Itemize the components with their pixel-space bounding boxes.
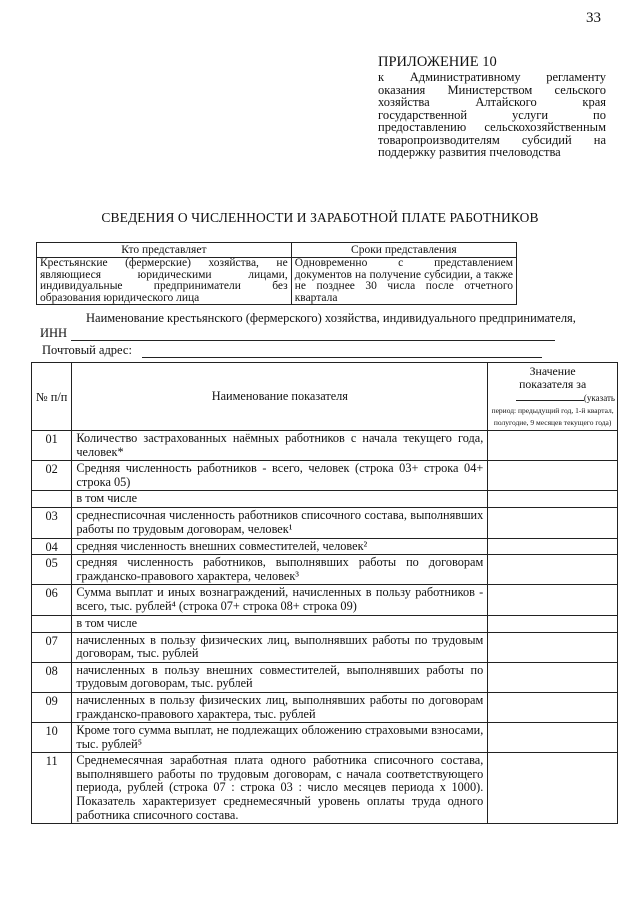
- submission-when: Одновременно с представлением документов на получение субсидии, а также не позднее 30 числа после отчетного квартала: [291, 258, 516, 305]
- address-input-line[interactable]: [142, 345, 542, 358]
- header-num: № п/п: [32, 363, 72, 431]
- table-row: [32, 431, 618, 461]
- row-indicator-name: Количество застрахованных наёмных работников с начала текущего года, человек*: [72, 431, 488, 461]
- table-header-row: [32, 363, 618, 431]
- row-value-cell[interactable]: [488, 431, 618, 461]
- submission-header-when: Сроки представления: [291, 243, 516, 258]
- appendix-title: ПРИЛОЖЕНИЕ 10: [378, 54, 497, 70]
- table-row: [32, 555, 618, 585]
- row-indicator-name: в том числе: [72, 491, 488, 508]
- row-number: 10: [32, 723, 72, 753]
- row-indicator-name: среднесписочная численность работников списочного состава, выполнявших работы по трудовым договорам, человек¹: [72, 508, 488, 538]
- submission-header-who: Кто представляет: [37, 243, 292, 258]
- row-indicator-name: Среднемесячная заработная плата одного работника списочного состава, выполнявшего работы по трудовым договорам, с начала соответствующего периода, рублей (строка 07 : строка 03 : число месяцев периода x 1000). Показатель характеризует среднемесячный уровень оплаты труда одного работника списочного состава.: [72, 753, 488, 824]
- indicators-table: [31, 362, 618, 824]
- table-row: [32, 491, 618, 508]
- row-value-cell[interactable]: [488, 615, 618, 632]
- row-number: 05: [32, 555, 72, 585]
- row-indicator-name: в том числе: [72, 615, 488, 632]
- table-row: [32, 538, 618, 555]
- inn-field[interactable]: [40, 326, 555, 341]
- table-row: [32, 723, 618, 753]
- row-indicator-name: Кроме того сумма выплат, не подлежащих обложению страховыми взносами, тыс. рублей⁵: [72, 723, 488, 753]
- table-row: [32, 585, 618, 615]
- row-value-cell[interactable]: [488, 538, 618, 555]
- submission-table: [36, 242, 517, 305]
- row-value-cell[interactable]: [488, 723, 618, 753]
- row-number: 03: [32, 508, 72, 538]
- row-number: 04: [32, 538, 72, 555]
- row-indicator-name: средняя численность работников, выполнявших работы по договорам гражданско-правового характера, человек³: [72, 555, 488, 585]
- inn-input-line[interactable]: [71, 328, 555, 341]
- row-number: 08: [32, 662, 72, 692]
- row-indicator-name: начисленных в пользу физических лиц, выполнявших работы по договорам гражданско-правового характера, тыс. рублей: [72, 692, 488, 722]
- inn-label: ИНН: [40, 326, 68, 340]
- header-name: Наименование показателя: [72, 363, 488, 431]
- row-number: 07: [32, 632, 72, 662]
- header-value-line2: показателя за: [519, 377, 587, 391]
- submission-who: Крестьянские (фермерские) хозяйства, не являющиеся юридическими лицами, индивидуальные предприниматели без образования юридического лица: [37, 258, 292, 305]
- appendix-block: [378, 54, 606, 159]
- row-number: 02: [32, 461, 72, 491]
- table-row: [32, 692, 618, 722]
- org-name-field[interactable]: [30, 311, 615, 341]
- row-indicator-name: Сумма выплат и иных вознаграждений, начисленных в пользу работников - всего, тыс. рублей⁴ (строка 07+ строка 08+ строка 09): [72, 585, 488, 615]
- row-number: [32, 615, 72, 632]
- row-value-cell[interactable]: [488, 662, 618, 692]
- table-row: [32, 461, 618, 491]
- row-value-cell[interactable]: [488, 491, 618, 508]
- row-indicator-name: начисленных в пользу физических лиц, выполнявших работы по трудовым договорам, тыс. рублей: [72, 632, 488, 662]
- row-number: 09: [32, 692, 72, 722]
- header-value-hint-open: (указать: [583, 393, 615, 403]
- header-value: [488, 363, 618, 431]
- address-field[interactable]: [42, 343, 542, 358]
- header-value-hint-line: [490, 391, 615, 405]
- row-value-cell[interactable]: [488, 692, 618, 722]
- header-value-line1: Значение: [529, 364, 576, 378]
- page-number: 33: [586, 10, 601, 26]
- row-number: 01: [32, 431, 72, 461]
- row-indicator-name: начисленных в пользу внешних совместителей, выполнявших работы по трудовым договорам, тыс. рублей: [72, 662, 488, 692]
- address-label: Почтовый адрес:: [42, 343, 132, 357]
- row-number: 11: [32, 753, 72, 824]
- table-body: [32, 431, 618, 824]
- row-value-cell[interactable]: [488, 508, 618, 538]
- table-row: [32, 632, 618, 662]
- table-row: [32, 615, 618, 632]
- document-title: СВЕДЕНИЯ О ЧИСЛЕННОСТИ И ЗАРАБОТНОЙ ПЛАТЕ РАБОТНИКОВ: [101, 210, 539, 225]
- row-number: 06: [32, 585, 72, 615]
- period-blank[interactable]: [516, 391, 584, 401]
- table-row: [32, 662, 618, 692]
- row-value-cell[interactable]: [488, 555, 618, 585]
- org-name-label: Наименование крестьянского (фермерского) хозяйства, индивидуального предпринимателя,: [86, 311, 576, 325]
- row-number: [32, 491, 72, 508]
- row-indicator-name: средняя численность внешних совместителей, человек²: [72, 538, 488, 555]
- row-value-cell[interactable]: [488, 585, 618, 615]
- row-value-cell[interactable]: [488, 632, 618, 662]
- row-value-cell[interactable]: [488, 753, 618, 824]
- row-indicator-name: Средняя численность работников - всего, человек (строка 03+ строка 04+ строка 05): [72, 461, 488, 491]
- row-value-cell[interactable]: [488, 461, 618, 491]
- table-row: [32, 508, 618, 538]
- table-row: [32, 753, 618, 824]
- appendix-text: к Административному регламенту оказания Министерством сельского хозяйства Алтайского края государственной услуги по предоставлению сельскохозяйственным товаропроизводителям субсидий на поддержку развития пчеловодства: [378, 70, 606, 159]
- header-value-hint: период: предыдущий год, 1-й квартал, полугодие, 9 месяцев текущего года): [491, 406, 614, 427]
